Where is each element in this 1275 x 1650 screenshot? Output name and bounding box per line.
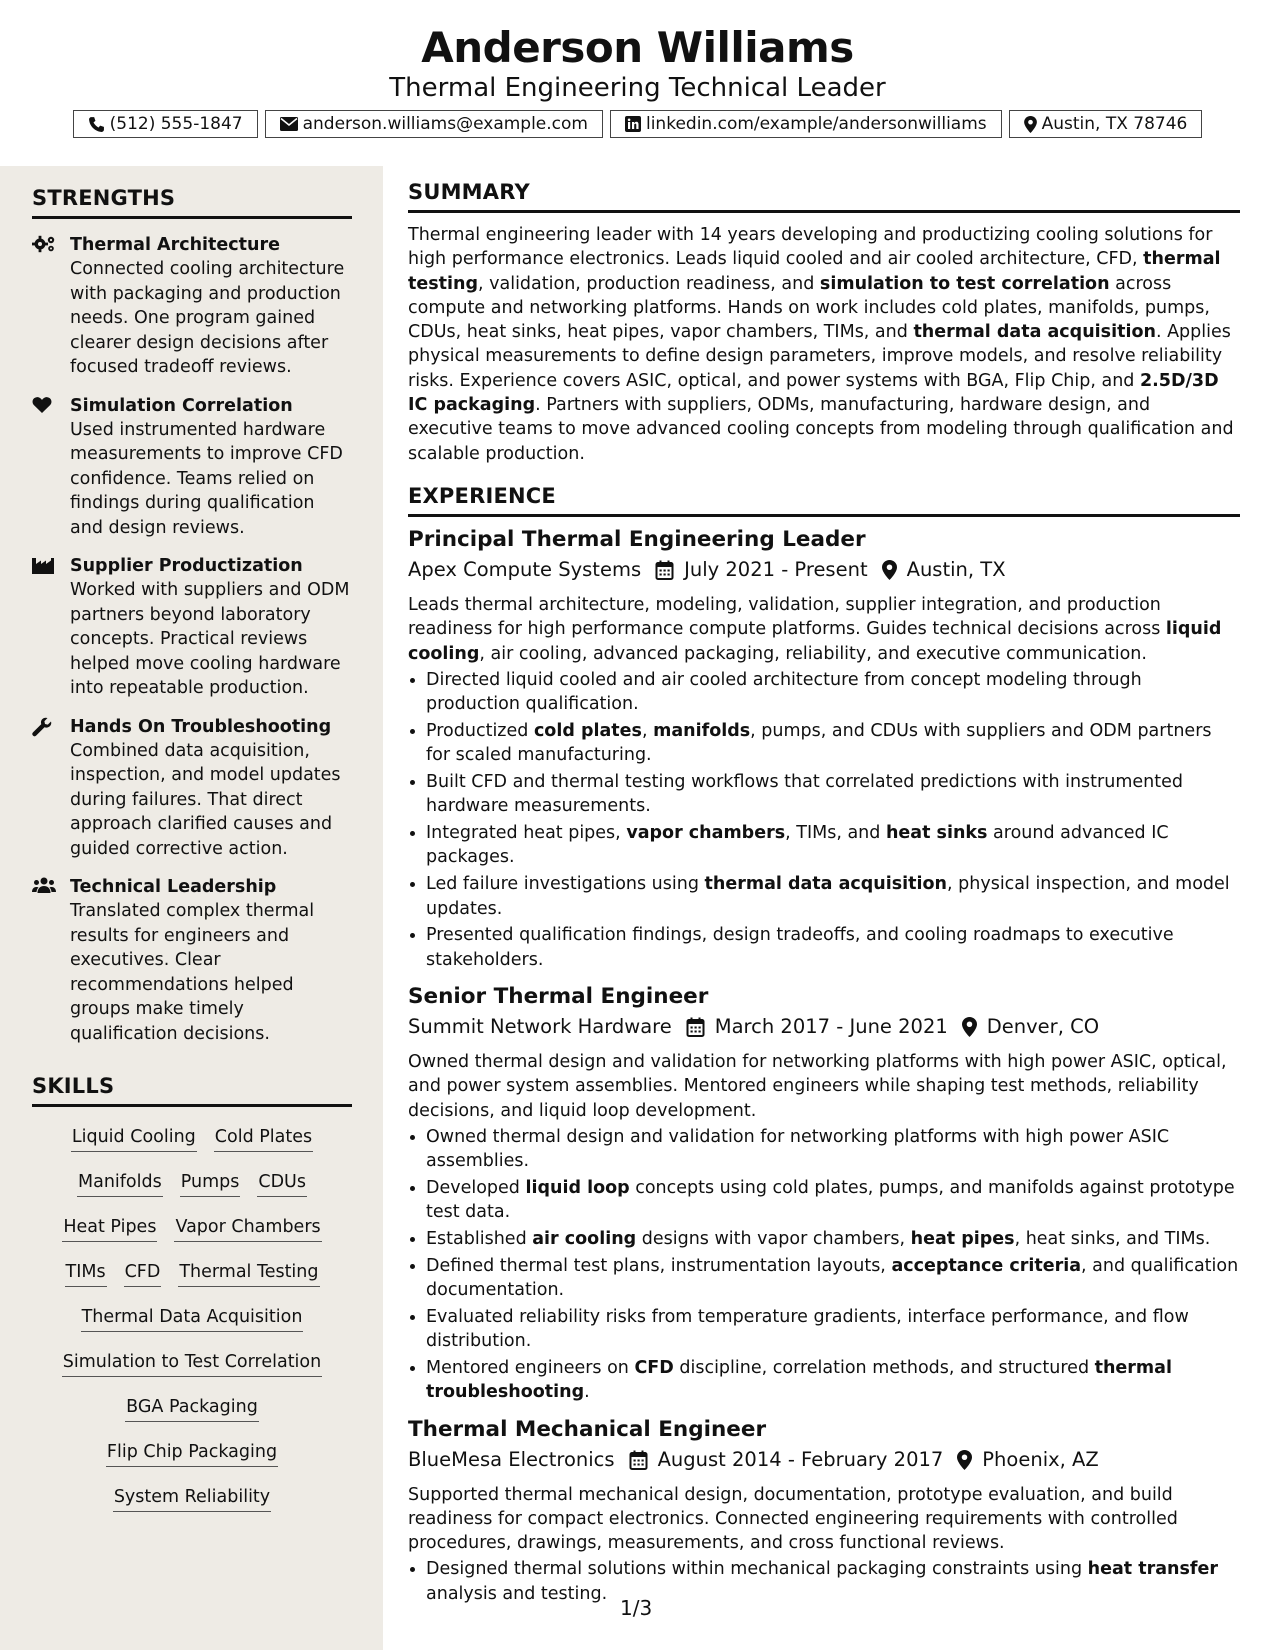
strength-item bbox=[32, 233, 352, 380]
map-pin-icon bbox=[1024, 116, 1037, 133]
skill-tag: Simulation to Test Correlation bbox=[62, 1350, 322, 1377]
skill-tag: BGA Packaging bbox=[125, 1395, 259, 1422]
experience-heading: EXPERIENCE bbox=[408, 482, 1240, 517]
strength-title: Hands On Troubleshooting bbox=[70, 716, 332, 737]
strength-item bbox=[32, 875, 352, 1046]
gears-icon bbox=[32, 235, 56, 253]
skill-tag: System Reliability bbox=[113, 1485, 271, 1512]
strength-title: Simulation Correlation bbox=[70, 395, 293, 416]
bullet-item: • Established air cooling designs with vapor chambers, heat pipes, heat sinks, and TIMs. bbox=[426, 1227, 1240, 1251]
phone-icon bbox=[88, 116, 105, 133]
main-content bbox=[408, 178, 1240, 1609]
strength-title: Supplier Productization bbox=[70, 556, 303, 576]
strength-text: Worked with suppliers and ODM partners beyond laboratory concepts. Practical reviews helped move cooling hardware into repeatable production. bbox=[70, 580, 350, 698]
sidebar bbox=[0, 166, 383, 1650]
bullet-item: • Defined thermal test plans, instrumentation layouts, acceptance criteria, and qualification documentation. bbox=[426, 1254, 1240, 1303]
summary-heading: SUMMARY bbox=[408, 178, 1240, 213]
bullet-item: • Led failure investigations using thermal data acquisition, physical inspection, and model updates. bbox=[426, 872, 1240, 921]
map-pin-icon bbox=[957, 1450, 972, 1470]
skills-list bbox=[32, 1117, 352, 1522]
bullet-item: • Developed liquid loop concepts using cold plates, pumps, and manifolds against prototype test data. bbox=[426, 1176, 1240, 1225]
job-entry bbox=[408, 1415, 1240, 1606]
job-title: Principal Thermal Engineering Leader bbox=[408, 526, 866, 552]
skill-tag: CDUs bbox=[257, 1170, 307, 1197]
job-description: Owned thermal design and validation for networking platforms with high power ASIC, optical, and power system assemblies. Mentored engineers while shaping test methods, reliability decisions, and liquid loop development. bbox=[408, 1051, 1227, 1121]
strength-text: Used instrumented hardware measurements to improve CFD confidence. Teams relied on findings during qualification and design reviews. bbox=[70, 419, 343, 538]
job-description: Leads thermal architecture, modeling, validation, supplier integration, and production readiness for high performance compute platforms. Guides technical decisions across liquid cooling, air cooling, advanced packaging, reliability, and executive communication. bbox=[408, 594, 1222, 664]
heart-icon bbox=[32, 396, 52, 414]
job-company: Apex Compute Systems bbox=[408, 557, 642, 581]
candidate-name: Anderson Williams bbox=[421, 23, 854, 72]
job-title: Senior Thermal Engineer bbox=[408, 983, 709, 1009]
users-icon bbox=[32, 877, 56, 894]
skill-tag: Manifolds bbox=[77, 1170, 163, 1197]
calendar-icon bbox=[686, 1017, 705, 1037]
skill-row bbox=[32, 1432, 352, 1477]
contact-linkedin[interactable] bbox=[610, 110, 1002, 138]
job-entry bbox=[408, 982, 1240, 1405]
calendar-icon bbox=[655, 560, 674, 580]
bullet-item: • Owned thermal design and validation for networking platforms with high power ASIC assemblies. bbox=[426, 1125, 1240, 1174]
experience-list bbox=[408, 525, 1240, 1606]
candidate-title: Thermal Engineering Technical Leader bbox=[389, 73, 886, 103]
linkedin-icon bbox=[625, 116, 641, 132]
job-company: BlueMesa Electronics bbox=[408, 1447, 615, 1471]
contact-email[interactable] bbox=[265, 110, 603, 138]
bullet-item: • Evaluated reliability risks from temperature gradients, interface performance, and flow distribution. bbox=[426, 1305, 1240, 1354]
skill-row bbox=[32, 1477, 352, 1522]
skill-tag: Pumps bbox=[180, 1170, 241, 1197]
bullet-item: • Built CFD and thermal testing workflows that correlated predictions with instrumented hardware measurements. bbox=[426, 770, 1240, 819]
skill-row bbox=[32, 1162, 352, 1207]
skill-tag: CFD bbox=[124, 1260, 162, 1287]
skill-tag: Vapor Chambers bbox=[174, 1215, 321, 1242]
factory-icon bbox=[32, 556, 54, 574]
skill-row bbox=[32, 1252, 352, 1297]
job-title: Thermal Mechanical Engineer bbox=[408, 1416, 767, 1442]
envelope-icon bbox=[280, 117, 298, 131]
job-dates: July 2021 - Present bbox=[684, 557, 868, 581]
contact-phone-text: (512) 555-1847 bbox=[109, 114, 243, 134]
summary-text: Thermal engineering leader with 14 years developing and productizing cooling solutions for high performance electronics. Leads liquid cooled and air cooled architecture, CFD, thermal testing, validation, production readiness, and simulation to test correlation across compute and networking platforms. Hands on work includes cold plates, manifolds, pumps, CDUs, heat sinks, heat pipes, vapor chambers, TIMs, and thermal data acquisition. Applies physical measurements to define design parameters, improve models, and resolve reliability risks. Experience covers ASIC, optical, and power systems with BGA, Flip Chip, and 2.5D/3D IC packaging. Partners with suppliers, ODMs, manufacturing, hardware design, and executive teams to move advanced cooling concepts from modeling through qualification and scalable production. bbox=[408, 225, 1234, 464]
page-number: 1/3 bbox=[620, 1596, 653, 1620]
skill-tag: TIMs bbox=[65, 1260, 107, 1287]
job-meta bbox=[408, 1445, 1240, 1475]
skill-row bbox=[32, 1387, 352, 1432]
job-entry bbox=[408, 525, 1240, 972]
job-dates: March 2017 - June 2021 bbox=[714, 1014, 948, 1038]
skill-row bbox=[32, 1117, 352, 1162]
skill-tag: Thermal Data Acquisition bbox=[81, 1305, 304, 1332]
job-bullets bbox=[408, 668, 1240, 972]
strength-item bbox=[32, 715, 352, 862]
job-location: Austin, TX bbox=[906, 557, 1006, 581]
job-dates: August 2014 - February 2017 bbox=[657, 1447, 944, 1471]
contact-linkedin-text: linkedin.com/example/andersonwilliams bbox=[645, 114, 987, 134]
strength-text: Connected cooling architecture with packaging and production needs. One program gained clearer design decisions after focused tradeoff reviews. bbox=[70, 259, 345, 377]
map-pin-icon bbox=[882, 560, 897, 580]
contact-email-text: anderson.williams@example.com bbox=[302, 114, 588, 134]
contact-phone[interactable] bbox=[73, 110, 258, 138]
wrench-icon bbox=[32, 717, 52, 737]
skills-heading: SKILLS bbox=[32, 1072, 352, 1107]
job-location: Phoenix, AZ bbox=[982, 1447, 1099, 1471]
job-meta bbox=[408, 1012, 1240, 1042]
strength-title: Technical Leadership bbox=[70, 877, 277, 897]
resume-header bbox=[0, 0, 1275, 138]
bullet-item: • Directed liquid cooled and air cooled architecture from concept modeling through production qualification. bbox=[426, 668, 1240, 717]
contact-location[interactable] bbox=[1009, 110, 1203, 138]
skill-tag: Cold Plates bbox=[214, 1125, 313, 1152]
bullet-item: • Productized cold plates, manifolds, pumps, and CDUs with suppliers and ODM partners for scaled manufacturing. bbox=[426, 719, 1240, 768]
job-location: Denver, CO bbox=[986, 1014, 1100, 1038]
skill-tag: Liquid Cooling bbox=[71, 1125, 197, 1152]
strength-text: Combined data acquisition, inspection, and model updates during failures. That direct approach clarified causes and guided corrective action. bbox=[70, 740, 341, 859]
strength-item bbox=[32, 554, 352, 701]
bullet-item: • Mentored engineers on CFD discipline, correlation methods, and structured thermal troubleshooting. bbox=[426, 1356, 1240, 1405]
skill-tag: Thermal Testing bbox=[178, 1260, 319, 1287]
strength-item bbox=[32, 394, 352, 541]
job-description: Supported thermal mechanical design, documentation, prototype evaluation, and build readiness for compact electronics. Connected engineering requirements with controlled procedures, drawings, measurements, and cross functional reviews. bbox=[408, 1484, 1178, 1554]
skill-row bbox=[32, 1207, 352, 1252]
bullet-item: • Integrated heat pipes, vapor chambers, TIMs, and heat sinks around advanced IC packages. bbox=[426, 821, 1240, 870]
skill-tag: Flip Chip Packaging bbox=[106, 1440, 278, 1467]
strengths-heading: STRENGTHS bbox=[32, 184, 352, 219]
strength-title: Thermal Architecture bbox=[70, 235, 280, 255]
calendar-icon bbox=[629, 1450, 648, 1470]
strength-text: Translated complex thermal results for engineers and executives. Clear recommendations helped groups make timely qualification decisions. bbox=[70, 901, 315, 1044]
map-pin-icon bbox=[962, 1017, 977, 1037]
bullet-item: • Presented qualification findings, design tradeoffs, and cooling roadmaps to executive stakeholders. bbox=[426, 923, 1240, 972]
job-bullets bbox=[408, 1125, 1240, 1405]
skill-row bbox=[32, 1297, 352, 1342]
contact-location-text: Austin, TX 78746 bbox=[1041, 114, 1188, 134]
job-meta bbox=[408, 555, 1240, 585]
job-bullets bbox=[408, 1557, 1240, 1606]
job-company: Summit Network Hardware bbox=[408, 1014, 672, 1038]
bullet-item: • Designed thermal solutions within mechanical packaging constraints using heat transfer analysis and testing. bbox=[426, 1557, 1240, 1606]
skill-row bbox=[32, 1342, 352, 1387]
contact-bar bbox=[0, 110, 1275, 138]
skill-tag: Heat Pipes bbox=[62, 1215, 157, 1242]
